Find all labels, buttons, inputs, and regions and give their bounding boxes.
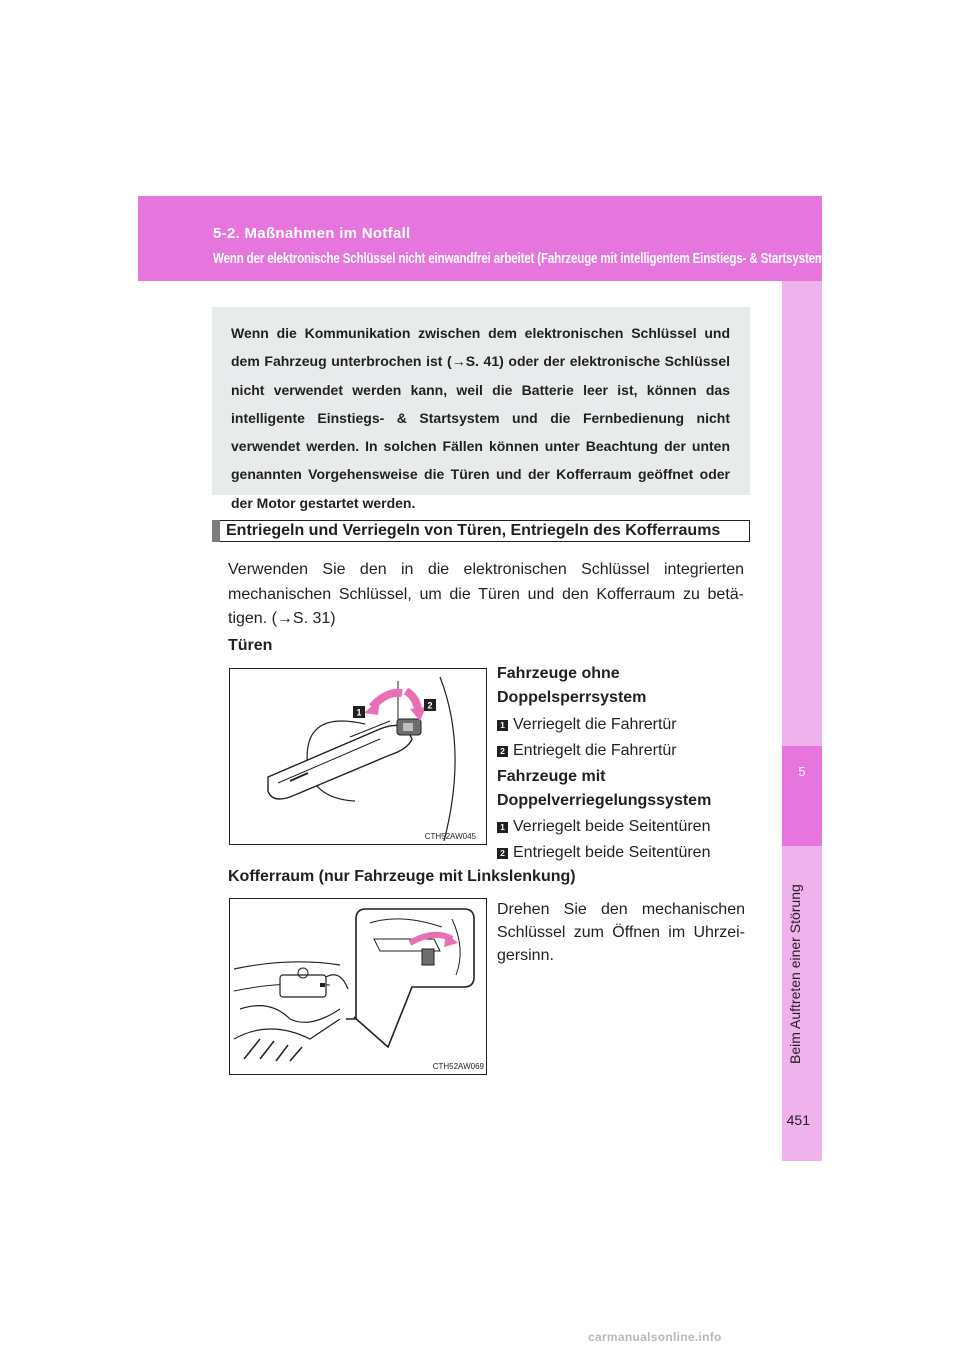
- page-number: 451: [786, 1112, 810, 1128]
- item-text: Verriegelt beide Seitentüren: [513, 818, 711, 835]
- item-number-badge: 1: [497, 720, 508, 731]
- chapter-label: Beim Auftreten einer Störung: [787, 884, 803, 1064]
- intro-box: [212, 307, 750, 511]
- trunk-drawing: [230, 899, 486, 1074]
- intro-text: Wenn die Kommunikation zwischen dem elektronischen Schlüssel und dem Fahrzeug unterbrochen ist (→S. 41) oder der elektronische Schlüssel nicht verwendet werden kann, weil die Batterie leer ist, können das intelligente Einstiegs- & Startsystem und die Fernbedienung nicht verwendet werden. In solchen Fällen können unter Beachtung der unten genannten Vorgehensweise die Türen und der Kofferraum geöffnet oder der Motor gestartet werden.: [231, 325, 730, 511]
- section-title: 5-2. Maßnahmen im Notfall: [213, 225, 411, 242]
- item-text: Entriegelt beide Seitentüren: [513, 844, 711, 861]
- item-text: Verriegelt die Fahrertür: [513, 716, 677, 733]
- illustration-code: CTH52AW045: [424, 832, 476, 841]
- group-heading-line: Doppelverriegelungssystem: [497, 792, 712, 809]
- subheading-text: Entriegeln und Verriegeln von Türen, Entriegeln des Kofferraums: [226, 522, 721, 539]
- item-number-badge: 2: [497, 746, 508, 757]
- page-subtitle: Wenn der elektronische Schlüssel nicht einwandfrei arbeitet (Fahrzeuge mit intelligentem Einstiegs- & Startsystem): [213, 250, 829, 267]
- list-item: [497, 739, 677, 762]
- watermark: carmanualsonline.info: [588, 1330, 722, 1344]
- subheading-marker: [212, 520, 220, 542]
- group-heading-line: Fahrzeuge ohne: [497, 665, 620, 682]
- item-number-badge: 2: [497, 848, 508, 859]
- list-item: [497, 815, 710, 838]
- chapter-number: 5: [798, 764, 806, 779]
- item-text: Entriegelt die Fahrertür: [513, 742, 677, 759]
- illustration-code: CTH52AW069: [432, 1062, 484, 1071]
- trunk-illustration: [229, 898, 487, 1075]
- group-heading-line: Fahrzeuge mit: [497, 768, 606, 785]
- door-handle-illustration: [229, 668, 487, 845]
- group-heading-line: Doppelsperrsystem: [497, 689, 647, 706]
- trunk-text: Drehen Sie den mechanischen Schlüssel zum Öffnen im Uhrzeigersinn.: [497, 901, 745, 964]
- chapter-side-tab-active: [782, 746, 822, 846]
- door-handle-drawing: [230, 669, 486, 844]
- trunk-title: Kofferraum (nur Fahrzeuge mit Linkslenkung): [228, 868, 576, 885]
- item-number-badge: 1: [497, 822, 508, 833]
- list-item: [497, 841, 710, 864]
- list-item: [497, 713, 677, 736]
- marker-1: 1: [356, 707, 362, 718]
- doors-title: Türen: [228, 637, 273, 654]
- marker-2: 2: [427, 700, 433, 711]
- body-paragraph: Verwenden Sie den in die elektronischen Schlüssel integrierten mechanischen Schlüssel, um die Türen und den Kofferraum zu betätigen. (→S. 31): [228, 561, 744, 627]
